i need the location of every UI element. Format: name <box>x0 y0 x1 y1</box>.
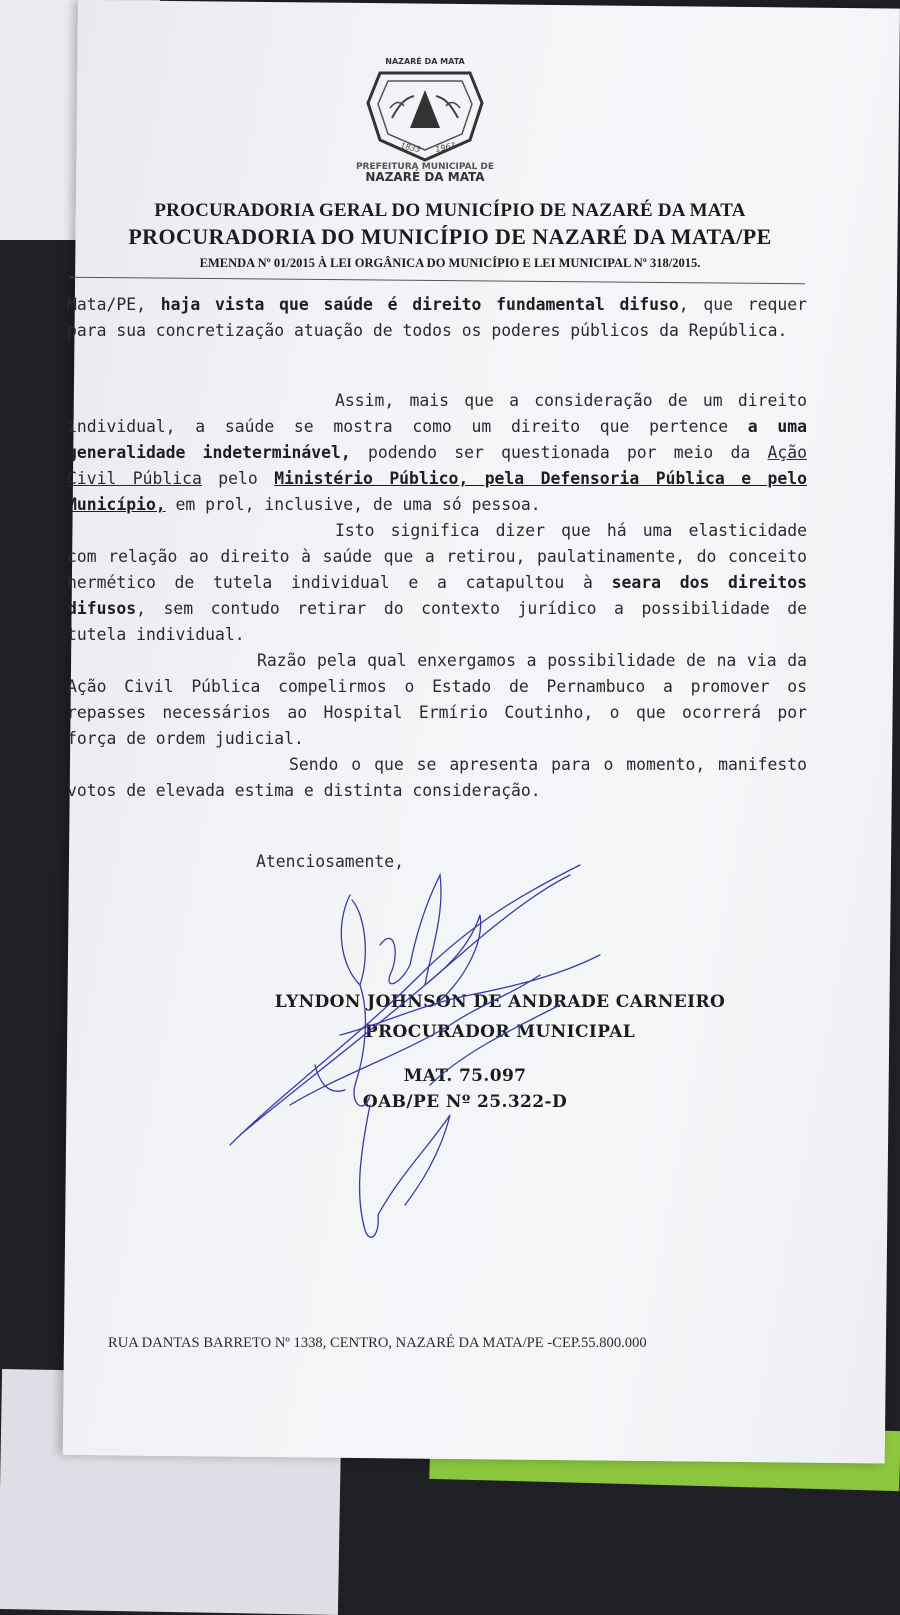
paragraph-5: Sendo o que se apresenta para o momento, manifesto votos de elevada estima e distinta consideração. <box>67 755 807 800</box>
header-line-3: EMENDA Nº 01/2015 À LEI ORGÂNICA DO MUNICÍPIO E LEI MUNICIPAL Nº 318/2015. <box>199 256 701 270</box>
text-run: em prol, inclusive, de uma só pessoa. <box>165 495 541 514</box>
signatory-registration: MAT. 75.097 <box>403 1066 527 1086</box>
signatory-role: PROCURADOR MUNICIPAL <box>364 1022 636 1042</box>
text-run: pelo <box>201 469 275 488</box>
closing-salutation: Atenciosamente, <box>256 852 405 871</box>
text-run: Assim, mais que a consideração de um direito individual, a saúde se mostra como um direito que pertence <box>67 391 807 436</box>
signatory-name: LYNDON JOHNSON DE ANDRADE CARNEIRO <box>274 992 726 1012</box>
bold-underlined-text: Ministério Público, pela Defensoria Pública e pelo Município, <box>67 469 807 514</box>
address-footer: RUA DANTAS BARRETO Nº 1338, CENTRO, NAZARÉ DA MATA/PE -CEP.55.800.000 <box>108 1335 647 1351</box>
paragraph-3 <box>67 518 807 648</box>
text-run: , sem contudo retirar do contexto jurídico a possibilidade de tutela individual. <box>67 599 807 644</box>
text-run: Mata/PE, <box>67 295 161 314</box>
paragraph-4: Razão pela qual enxergamos a possibilidade de na via da Ação Civil Pública compelirmos o Estado de Pernambuco a promover os repasses necessários ao Hospital Ermírio Coutinho, o que ocorrerá por força de ordem judicial. <box>67 651 807 748</box>
svg-text:1963: 1963 <box>434 140 457 154</box>
svg-text:NAZARÉ DA MATA: NAZARÉ DA MATA <box>385 57 465 66</box>
handwritten-signature <box>220 855 620 1255</box>
bold-text: haja vista que saúde é direito fundamental difuso <box>160 295 679 314</box>
svg-text:NAZARÉ DA MATA: NAZARÉ DA MATA <box>365 170 485 183</box>
bold-text: a uma generalidade indeterminável, <box>67 417 807 462</box>
text-run: Isto significa dizer que há uma elasticidade com relação ao direito à saúde que a retirou, paulatinamente, do conceito hermético de tutela individual e a catapultou à <box>67 521 807 592</box>
signatory-oab: OAB/PE Nº 25.322-D <box>362 1092 568 1112</box>
letter-body <box>67 292 807 804</box>
text-run: podendo ser questionada por meio da <box>350 443 768 462</box>
municipal-seal-logo <box>340 48 510 183</box>
paragraph-2 <box>67 388 807 518</box>
svg-text:1833: 1833 <box>399 141 422 155</box>
bold-text: seara dos direitos difusos <box>67 573 808 618</box>
svg-text:PREFEITURA MUNICIPAL DE: PREFEITURA MUNICIPAL DE <box>355 162 495 172</box>
header-line-2: PROCURADORIA DO MUNICÍPIO DE NAZARÉ DA MATA/PE <box>128 224 772 249</box>
header-line-1: PROCURADORIA GERAL DO MUNICÍPIO DE NAZARÉ DA MATA <box>154 200 746 221</box>
underlined-text: Ação Civil Pública <box>67 443 807 488</box>
header-divider <box>70 277 805 284</box>
text-run: , que requer para sua concretização atuação de todos os poderes públicos da República. <box>67 295 807 340</box>
paragraph-1 <box>67 292 807 344</box>
